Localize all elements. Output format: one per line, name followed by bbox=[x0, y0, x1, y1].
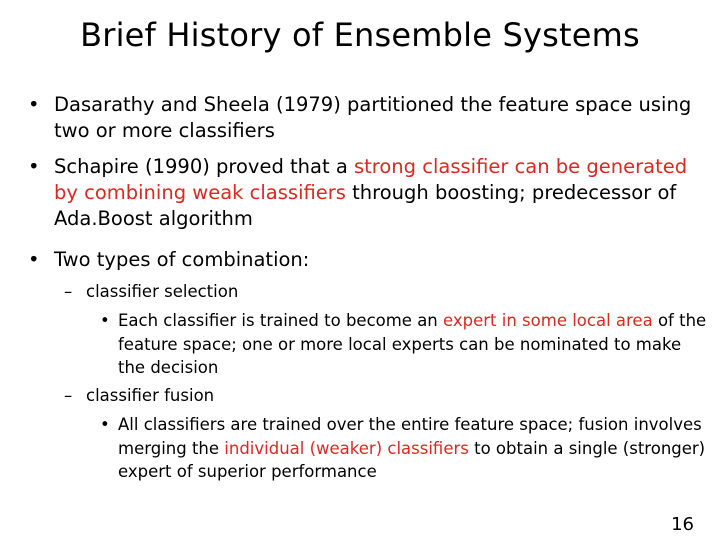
detail-highlight: individual (weaker) classifiers bbox=[224, 438, 469, 458]
dash-marker: – bbox=[64, 386, 73, 405]
bullet-combination-types bbox=[28, 247, 694, 273]
sub-item-classifier-fusion bbox=[64, 384, 696, 407]
detail-text-post: to obtain a single (stronger) expert of superior performance bbox=[118, 438, 706, 481]
bullet-schapire bbox=[28, 154, 694, 232]
sub-item-text: classifier fusion bbox=[86, 386, 215, 405]
sub-item-text: classifier selection bbox=[86, 282, 239, 301]
sub-bullet-marker: • bbox=[100, 311, 110, 330]
bullet-text: Dasarathy and Sheela (1979) partitioned the feature space using two or more classifiers bbox=[54, 93, 692, 142]
slide-title: Brief History of Ensemble Systems bbox=[80, 16, 640, 54]
dash-marker: – bbox=[64, 282, 73, 301]
bullet-marker: • bbox=[28, 248, 40, 271]
bullet-text-pre: Schapire (1990) proved that a bbox=[54, 155, 354, 178]
sub-bullet-marker: • bbox=[100, 415, 110, 434]
detail-text-pre: All classifiers are trained over the entire feature space; fusion involves merging the bbox=[118, 415, 702, 458]
sub-item-classifier-selection bbox=[64, 280, 696, 303]
bullet-dasarathy bbox=[28, 92, 694, 144]
bullet-marker: • bbox=[28, 155, 40, 178]
bullet-highlight: strong classifier can be generated by combining weak classifiers bbox=[54, 155, 688, 204]
page-number: 16 bbox=[671, 514, 694, 535]
detail-text-pre: Each classifier is trained to become an bbox=[118, 311, 444, 330]
bullet-text: Two types of combination: bbox=[54, 248, 310, 271]
detail-selection bbox=[100, 309, 708, 380]
detail-text-post: of the feature space; one or more local experts can be nominated to make the decision bbox=[118, 311, 707, 377]
detail-fusion bbox=[100, 413, 708, 484]
detail-highlight: expert in some local area bbox=[443, 311, 653, 330]
bullet-text-post: through boosting; predecessor of Ada.Boost algorithm bbox=[54, 181, 677, 230]
bullet-marker: • bbox=[28, 93, 40, 116]
